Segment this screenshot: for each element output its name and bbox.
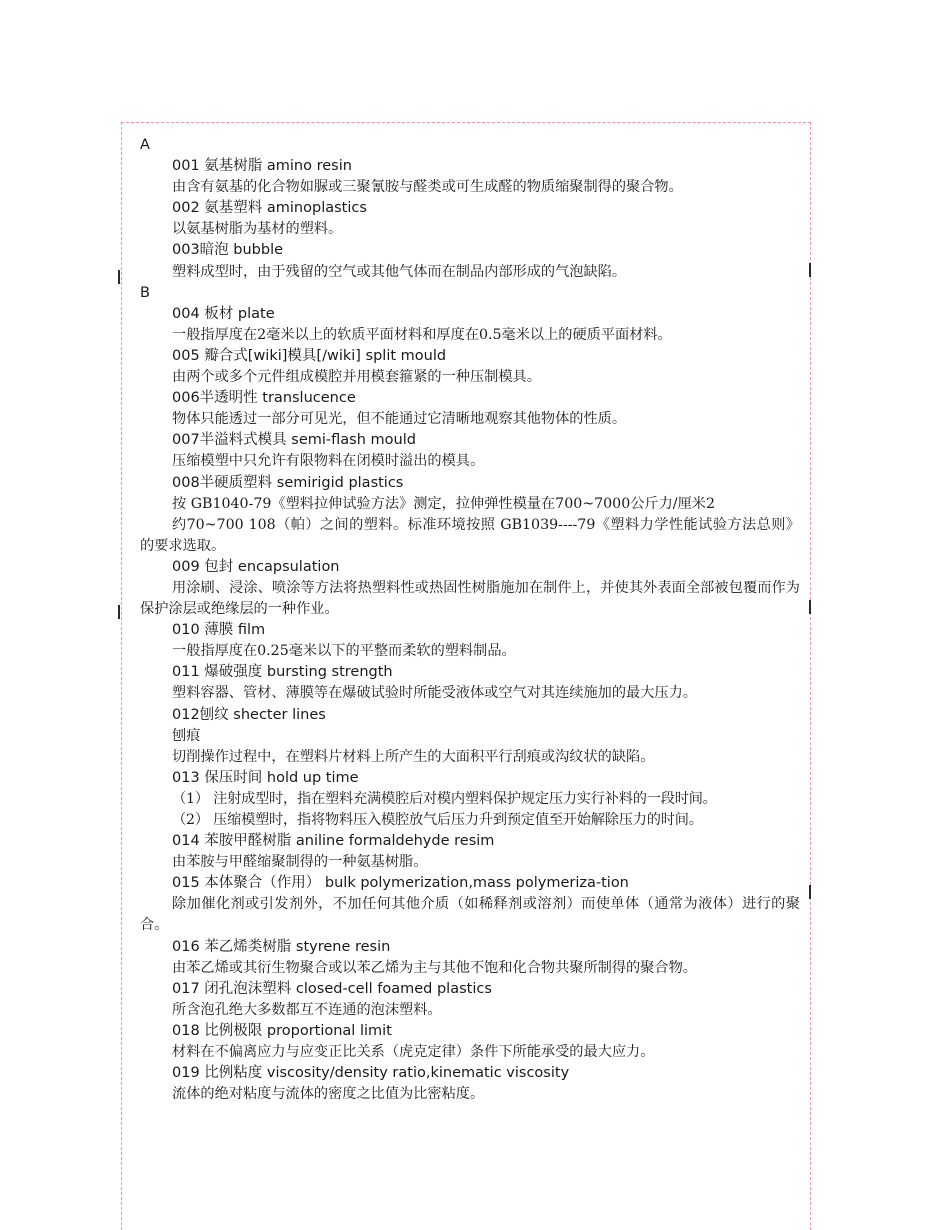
entry-term: 001 氨基树脂 amino resin [172, 158, 352, 175]
entry-term: 004 板材 plate [172, 305, 275, 322]
entry-definition: 一般指厚度在2毫米以上的软质平面材料和厚度在0.5毫米以上的硬质平面材料。 [172, 326, 672, 343]
entry-definition: （2） 压缩模塑时，指将物料压入模腔放气后压力升到预定值至开始解除压力的时间。 [172, 812, 703, 828]
entry-term: 007半溢料式模具 semi-flash mould [172, 432, 416, 449]
entry-definition: 以氨基树脂为基材的塑料。 [172, 221, 343, 238]
section-letter: A [140, 137, 150, 153]
entry-definition: 材料在不偏离应力与应变正比关系（虎克定律）条件下所能承受的最大应力。 [172, 1044, 655, 1061]
entry-definition: 由两个或多个元件组成模腔并用模套箍紧的一种压制模具。 [172, 369, 541, 386]
entry-definition: 压缩模塑中只允许有限物料在闭模时溢出的模具。 [172, 453, 485, 470]
entry-term: 005 瓣合式[wiki]模具[/wiki] split mould [172, 347, 447, 364]
entry-definition: 物体只能透过一部分可见光，但不能通过它清晰地观察其他物体的性质。 [172, 411, 627, 428]
entry-definition: 流体的绝对粘度与流体的密度之比值为比密粘度。 [172, 1086, 485, 1103]
entry-term: 008半硬质塑料 semirigid plastics [172, 474, 404, 491]
scan-mark-right [809, 263, 815, 277]
entry-term: 011 爆破强度 bursting strength [172, 664, 393, 681]
entry-definition: 塑料成型时，由于残留的空气或其他气体而在制品内部形成的气泡缺陷。 [172, 263, 627, 280]
entry-definition: 按 GB1040-79《塑料拉伸试验方法》测定，拉伸弹性模量在700~7000公斤力/厘米2 [172, 495, 715, 512]
entry-definition: 所含泡孔绝大多数都互不连通的泡沫塑料。 [172, 1001, 442, 1018]
scan-mark-left [118, 605, 124, 619]
entry-term: 018 比例极限 proportional limit [172, 1022, 392, 1039]
section-letter: B [140, 284, 150, 301]
entry-definition: （1） 注射成型时，指在塑料充满模腔后对模内塑料保护规定压力实行补料的一段时间。 [172, 790, 717, 807]
entry-term: 015 本体聚合（作用） bulk polymerization,mass polymeriza-tion [172, 875, 629, 892]
entry-definition: 由含有氨基的化合物如脲或三聚氰胺与醛类或可生成醛的物质缩聚制得的聚合物。 [172, 179, 683, 196]
entry-definition: 由苯胺与甲醛缩聚制得的一种氨基树脂。 [172, 854, 428, 871]
entry-term: 006半透明性 translucence [172, 390, 356, 407]
entry-term: 012刨纹 shecter lines [172, 706, 326, 723]
entry-definition: 用涂刷、浸涂、喷涂等方法将热塑料性或热固性树脂施加在制件上，并使其外表面全部被包覆而作为保护涂层或绝缘层的一种作业。 [140, 579, 800, 618]
entry-term: 013 保压时间 hold up time [172, 769, 359, 786]
entry-definition: 刨痕 [172, 727, 201, 744]
entry-term: 017 闭孔泡沫塑料 closed-cell foamed plastics [172, 980, 492, 997]
entry-definition: 由苯乙烯或其衍生物聚合或以苯乙烯为主与其他不饱和化合物共聚所制得的聚合物。 [172, 959, 697, 976]
entry-definition: 塑料容器、管材、薄膜等在爆破试验时所能受液体或空气对其连续施加的最大压力。 [172, 685, 697, 702]
entry-definition: 切削操作过程中，在塑料片材料上所产生的大面积平行刮痕或沟纹状的缺陷。 [172, 748, 655, 765]
entry-term: 019 比例粘度 viscosity/density ratio,kinematic viscosity [172, 1065, 570, 1082]
glossary-content [140, 135, 800, 1105]
entry-term: 016 苯乙烯类树脂 styrene resin [172, 938, 391, 955]
entry-term: 002 氨基塑料 aminoplastics [172, 200, 367, 217]
entry-term: 009 包封 encapsulation [172, 558, 340, 575]
entry-term: 010 薄膜 film [172, 622, 266, 639]
scan-mark-right [809, 600, 815, 614]
entry-definition: 除加催化剂或引发剂外，不加任何其他介质（如稀释剂或溶剂）而使单体（通常为液体）进行的聚合。 [140, 896, 800, 934]
entry-definition: 约70~700 108（帕）之间的塑料。标准环境按照 GB1039----79《塑料力学性能试验方法总则》的要求选取。 [140, 516, 800, 554]
scan-mark-right [809, 885, 815, 899]
entry-term: 003暗泡 bubble [172, 242, 284, 259]
scan-mark-left [118, 270, 124, 284]
entry-term: 014 苯胺甲醛树脂 aniline formaldehyde resim [172, 833, 495, 850]
entry-definition: 一般指厚度在0.25毫米以下的平整而柔软的塑料制品。 [172, 643, 516, 660]
